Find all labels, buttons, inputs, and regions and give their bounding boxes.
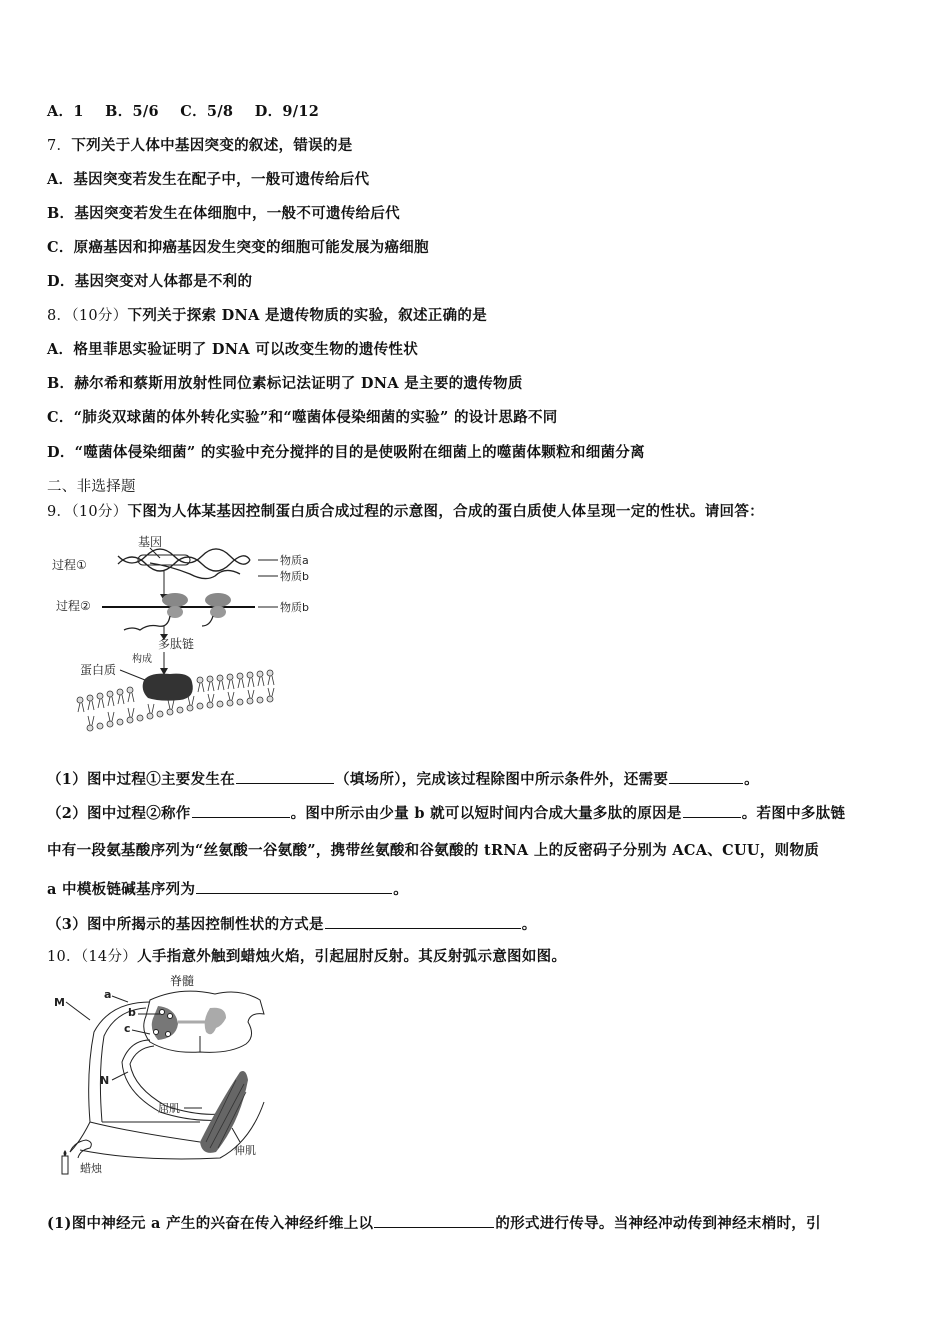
q9-sub2-line2: 中有一段氨基酸序列为“丝氨酸一谷氨酸”，携带丝氨酸和谷氨酸的 tRNA 上的反密码子分别为 ACA、CUU，则物质 [47,842,820,859]
q10-sub1-blank[interactable] [374,1212,494,1228]
q9-sub1-blank-1[interactable] [236,768,334,784]
q8-option-c[interactable]: C．“肺炎双球菌的体外转化实验”和“噬菌体侵染细菌的实验” 的设计思路不同 [47,409,558,426]
q9-sub3-end: 。 [521,916,537,933]
q9-sub2-blank-2[interactable] [683,802,741,818]
q9-score: （10分） [71,504,128,520]
q9-sub3-text: （3）图中所揭示的基因控制性状的方式是 [47,916,324,933]
q8-number: 8． [47,308,72,324]
candle-label: 蜡烛 [80,1162,102,1175]
extensor-label: 伸肌 [234,1144,256,1157]
q9-number: 9． [47,504,72,520]
q10-sub1-text-a: (1)图中神经元 a 产生的兴奋在传入神经纤维上以 [47,1215,374,1232]
q6-option-b[interactable]: B．5/6 [105,103,159,120]
gene-label: 基因 [138,535,163,549]
q7-option-b[interactable]: B．基因突变若发生在体细胞中，一般不可遗传给后代 [47,205,400,222]
q8-stem-text: 下列关于探索 DNA 是遗传物质的实验，叙述正确的是 [127,307,488,324]
label-N: N [100,1074,110,1087]
q9-sub2-text-b: 。图中所示由少量 b 就可以短时间内合成大量多肽的原因是 [290,805,682,822]
q9-stem-text: 下图为人体某基因控制蛋白质合成过程的示意图，合成的蛋白质使人体呈现一定的性状。请回答： [127,503,764,520]
q10-sub1 [47,1212,821,1234]
q10-stem-text: 人手指意外触到蜡烛火焰，引起屈肘反射。其反射弧示意图如图。 [137,948,567,965]
spinal-cord-label: 脊髓 [170,974,195,988]
q9-stem [47,502,764,522]
q7-number: 7． [47,138,72,154]
protein-label: 蛋白质 [80,663,117,677]
section-title: 二、非选择题 [47,479,136,495]
q6-option-c[interactable]: C．5/8 [180,103,234,120]
q6-option-d[interactable]: D．9/12 [254,103,320,120]
label-M: M [54,996,65,1009]
label-c: c [124,1022,131,1035]
substance-b-label: 物质b [280,570,309,583]
q9-sub2-line3-text: a 中模板链碱基序列为 [47,881,196,898]
q7-option-d[interactable]: D．基因突变对人体都是不利的 [47,273,253,290]
q7-stem [47,136,353,156]
q9-sub1-text-a: （1）图中过程①主要发生在 [47,771,235,788]
q9-sub2-text-a: （2）图中过程②称作 [47,805,191,822]
label-b: b [128,1006,136,1019]
q9-sub2-text-c: 。若图中多肽链 [741,805,846,822]
q9-sub2-line3 [47,878,408,900]
q6-option-a[interactable]: A．1 [47,103,84,120]
constitute-label: 构成 [132,654,152,665]
q7-option-a[interactable]: A．基因突变若发生在配子中，一般可遗传给后代 [47,171,370,188]
reflex-arc-diagram [50,972,280,1182]
q6-options [47,102,319,122]
q8-score: （10分） [71,308,128,324]
polypeptide-label: 多肽链 [158,637,195,651]
process2-label: 过程② [56,599,91,613]
q10-stem [47,947,566,967]
q10-score: （14分） [80,949,138,965]
flexor-label: 屈肌 [158,1102,180,1115]
q9-sub2-blank-1[interactable] [192,802,290,818]
gene-expression-diagram [50,530,330,740]
q9-sub1 [47,768,759,790]
q8-option-a[interactable]: A．格里菲思实验证明了 DNA 可以改变生物的遗传性状 [47,341,419,358]
q10-sub1-text-b: 的形式进行传导。当神经冲动传到神经末梢时，引 [495,1215,821,1232]
q10-number: 10． [47,949,81,965]
q7-stem-text: 下列关于人体中基因突变的叙述，错误的是 [71,137,353,154]
label-a: a [104,988,112,1001]
q8-stem [47,306,487,326]
substance-a-label: 物质a [280,554,309,567]
q8-option-b[interactable]: B．赫尔希和蔡斯用放射性同位素标记法证明了 DNA 是主要的遗传物质 [47,375,523,392]
q9-sub1-blank-2[interactable] [669,768,743,784]
q9-sub3-blank[interactable] [325,913,521,929]
q9-sub1-text-b: （填场所），完成该过程除图中所示条件外，还需要 [335,771,669,788]
q9-sub2-end: 。 [393,881,409,898]
substance-b2-label: 物质b [280,601,309,614]
process1-label: 过程① [52,558,87,572]
q9-sub3 [47,913,537,935]
q9-sub1-end: 。 [744,771,759,788]
q9-sub2-blank-3[interactable] [196,878,392,894]
q9-sub2 [47,802,845,824]
q8-option-d[interactable]: D．“噬菌体侵染细菌” 的实验中充分搅拌的目的是使吸附在细菌上的噬菌体颗粒和细菌分离 [47,444,645,461]
q7-option-c[interactable]: C．原癌基因和抑癌基因发生突变的细胞可能发展为癌细胞 [47,239,429,256]
